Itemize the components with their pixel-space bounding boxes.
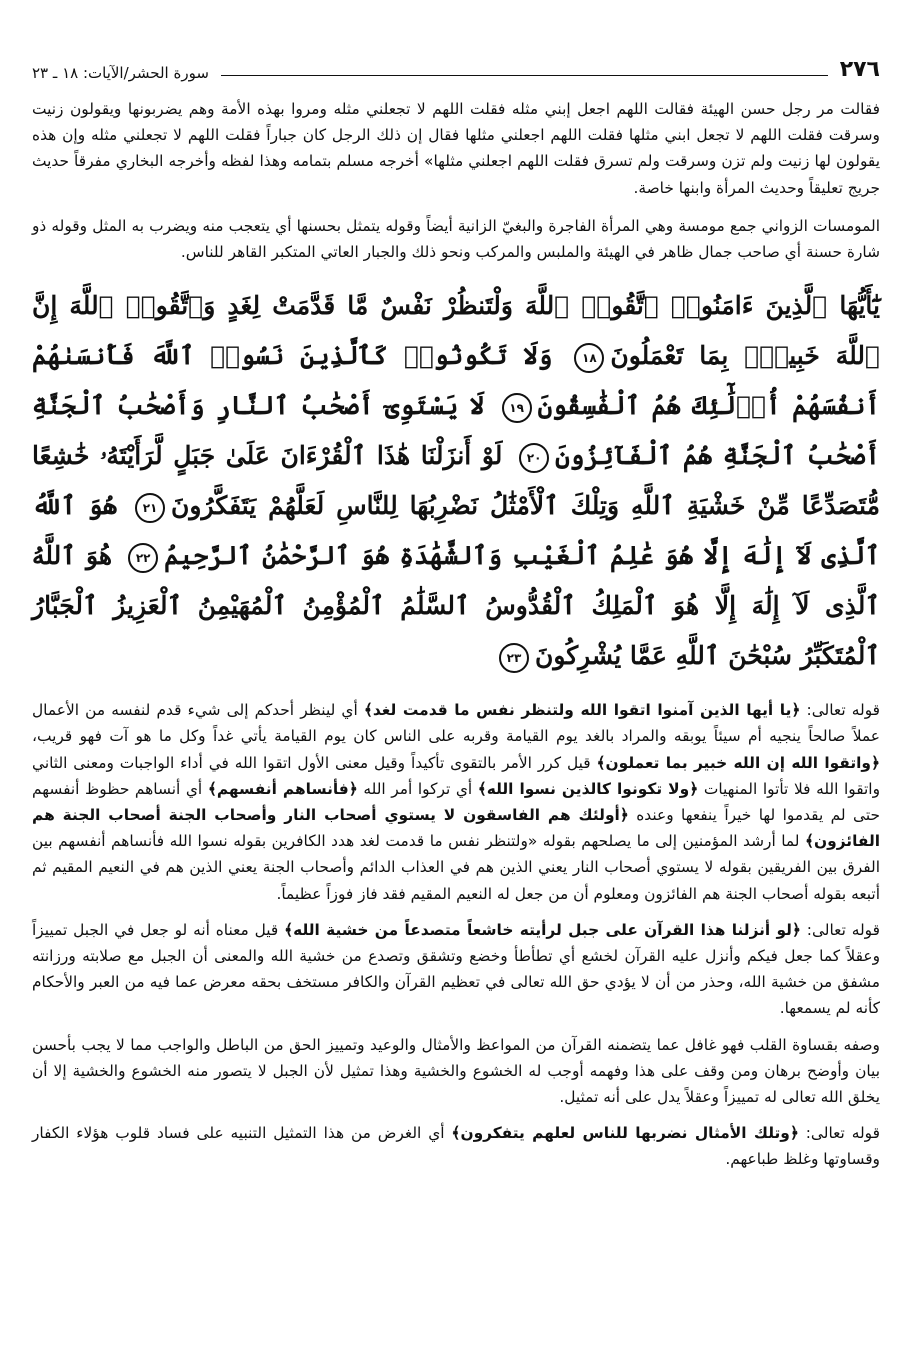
tafsir-paragraph-4 [32,1120,880,1172]
header-rule [221,75,828,76]
quoted-verse: ﴿لو أنزلنا هذا القرآن على جبل لرأيته خاشعاً متصدعاً من خشية الله﴾ [284,920,801,939]
ayah-marker-19: ١٩ [502,393,532,423]
verse-22: هُوَ ٱللَّهُ ٱلَّذِى لَآ إِلَٰهَ إِلَّا هُوَ عَٰلِمُ ٱلْغَيْبِ وَٱلشَّهَٰدَةِ هُوَ ٱلرَّحْمَٰنُ ٱلرَّحِيمُ [32,491,880,571]
tafsir-text: قوله تعالى: [798,1124,880,1143]
tafsir-text: لما أرشد المؤمنين إلى ما يصلحهم بقوله «ولتنظر نفس ما قدمت لغد هدد الكافرين بقوله نسوا الله فأنساهم أنفسهم بين الفرق بين الفريقين بقوله لا يستوي أصحاب النار يعني الذين هم في العذاب الدائم وأصحاب الجنة يعني الذين هم في النعيم المقيم ثم أتبعه بقوله أصحاب الجنة هم الفائزون ومعلوم أن من جعل له النعيم المقيم فقد فاز فوزاً عظيماً. [32,832,880,903]
quoted-verse: ﴿أولئك هم الفاسقون لا يستوي أصحاب النار وأصحاب الجنة أصحاب الجنة هم الفائزون﴾ [32,806,880,851]
tafsir-paragraph-3: وصفه بقساوة القلب فهو غافل عما يتضمنه القرآن من المواعظ والأمثال والوعيد وتمييز الحق من الباطل والواجب مما لا يجب بأحسن بيان وأوضح برهان ومن وقف على هذا وفهمه أوجب له الخشوع والخشية وهذا تمثيل لأن الجبل لا يتصور منه الخشوع والخشية إلا أن يخلق الله تعالى له تمييزاً وعقلاً يدل على أنه تمثيل. [32,1035,880,1107]
verse-18: يَٰٓأَيُّهَا ٱلَّذِينَ ءَامَنُوا۟ ٱتَّقُوا۟ ٱللَّهَ وَلْتَنظُرْ نَفْسٌ مَّا قَدَّمَتْ لِغَدٍ وَٱتَّقُوا۟ ٱللَّهَ إِنَّ ٱللَّهَ خَبِيرٌۢ بِمَا تَعْمَلُونَ [32,291,880,371]
ayah-marker-18: ١٨ [574,343,604,373]
tafsir-text: أي تركوا أمر الله [357,779,478,798]
tafsir-paragraph-2 [32,917,880,1022]
ayah-marker-21: ٢١ [135,493,165,523]
page-number: ٢٧٦ [839,57,880,82]
quoted-verse: ﴿وتلك الأمثال نضربها للناس لعلهم يتفكرون﴾ [451,1124,799,1143]
quoted-verse: ﴿فأنساهم أنفسهم﴾ [207,779,358,798]
tafsir-text: قوله تعالى: [800,920,880,939]
verse-19: وَلَا تَكُونُوا۟ كَٱلَّذِينَ نَسُوا۟ ٱللَّهَ فَأَنسَىٰهُمْ أَنفُسَهُمْ أُو۟لَٰٓئِكَ هُمُ ٱلْفَٰسِقُونَ [32,341,880,421]
page-header [32,48,880,82]
verse-21: لَوْ أَنزَلْنَا هَٰذَا ٱلْقُرْءَانَ عَلَىٰ جَبَلٍ لَّرَأَيْتَهُۥ خَٰشِعًا مُّتَصَدِّعًا مِّنْ خَشْيَةِ ٱللَّهِ وَتِلْكَ ٱلْأَمْثَٰلُ نَضْرِبُهَا لِلنَّاسِ لَعَلَّهُمْ يَتَفَكَّرُونَ [32,441,880,521]
quoted-verse: ﴿واتقوا الله إن الله خبير بما تعملون﴾ [596,753,880,772]
tafsir-text: قوله تعالى: [800,701,880,720]
gloss-paragraph: المومسات الزواني جمع مومسة وهي المرأة الفاجرة والبغيّ الزانية أيضاً وقوله يتمثل بحسنها أي يتعجب منه ويضرب به المثل وقوله ذو شارة حسنة أي صاحب جمال ظاهر في الهيئة والملبس والمركب ونحو ذلك والجبار العاتي المتكبر القاهر للناس. [32,216,880,262]
verse-23: هُوَ ٱللَّهُ ٱلَّذِى لَآ إِلَٰهَ إِلَّا هُوَ ٱلْمَلِكُ ٱلْقُدُّوسُ ٱلسَّلَٰمُ ٱلْمُؤْمِنُ ٱلْمُهَيْمِنُ ٱلْعَزِيزُ ٱلْجَبَّارُ ٱلْمُتَكَبِّرُ سُبْحَٰنَ ٱللَّهِ عَمَّا يُشْرِكُونَ [32,541,880,671]
hadith-paragraph: فقالت مر رجل حسن الهيئة فقالت اللهم اجعل إبني مثله فقلت اللهم لا تجعلني مثله ومروا بهذه الأمة وهم يضربونها ويقولون زنيت وسرقت فقلت اللهم لا تجعل ابني مثلها فقلت اللهم اجعلني مثلها فقال إن ذلك الرجل كان جباراً فقلت اللهم لا تجعلني مثله وإن هذه يقولون لها زنيت ولم تزن وسرقت ولم تسرق فقلت اللهم اجعلني مثلها» أخرجه مسلم بتمامه وهذا لفظه وأخرجه البخاري مفرقاً حديث جريج تعليقاً وحديث المرأة وابنها خاصة. [32,100,880,197]
ayah-marker-20: ٢٠ [519,443,549,473]
verse-20: لَا يَسْتَوِىٓ أَصْحَٰبُ ٱلنَّارِ وَأَصْحَٰبُ ٱلْجَنَّةِ أَصْحَٰبُ ٱلْجَنَّةِ هُمُ ٱلْفَآئِزُونَ [32,391,880,471]
quoted-verse: ﴿يا أيها الذين آمنوا اتقوا الله ولتنظر نفس ما قدمت لغد﴾ [363,701,801,720]
tafsir-paragraph-1 [32,697,880,907]
tafsir-text: أي لينظر أحدكم إلى شيء قدم لنفسه من الأعمال عملاً صالحاً ينجيه أم سيئاً يوبقه والمراد بالغد يوم القيامة وقربه على الناس كان يوم القيامة يأتي غداً وكل ما هو آت فهو قريب، [32,701,880,746]
ayah-marker-22: ٢٢ [128,543,158,573]
page [32,48,880,1173]
tafsir-text: أي أنساهم حظوظ أنفسهم حتى لم يقدموا لها خيراً ينفعها وعنده [32,779,880,825]
quoted-verse: ﴿ولا تكونوا كالذين نسوا الله﴾ [477,779,699,798]
ayah-marker-23: ٢٣ [499,643,529,673]
quran-block [32,281,880,681]
tafsir-text: أي الغرض من هذا التمثيل التنبيه على فساد قلوب هؤلاء الكفار وقساوتها وغلظ طباعهم. [32,1124,880,1169]
tafsir-text: قيل كرر الأمر بالتقوى تأكيداً وقيل معنى الأول اتقوا الله في أداء الواجبات ومعنى الثاني واتقوا الله فلا تأتوا المنهيات [32,753,881,798]
running-title: سورة الحشر/الآيات: ١٨ ـ ٢٣ [32,64,209,82]
tafsir-text: قيل معناه أنه لو جعل في الجبل تمييزاً وعقلاً كما جعل فيكم وأنزل عليه القرآن لخشع أي تطأطأ وخضع وتشقق وتصدع من خشية الله والمعنى أن الجبل مع صلابته ورزانته مشفق من خشية الله، وحذر من أن لا يؤدي حق الله تعالى في تعظيم القرآن والكافر مستخف بحقه معرض عما فيه من العبر والأحكام كأنه لم يسمعها. [32,920,880,1018]
